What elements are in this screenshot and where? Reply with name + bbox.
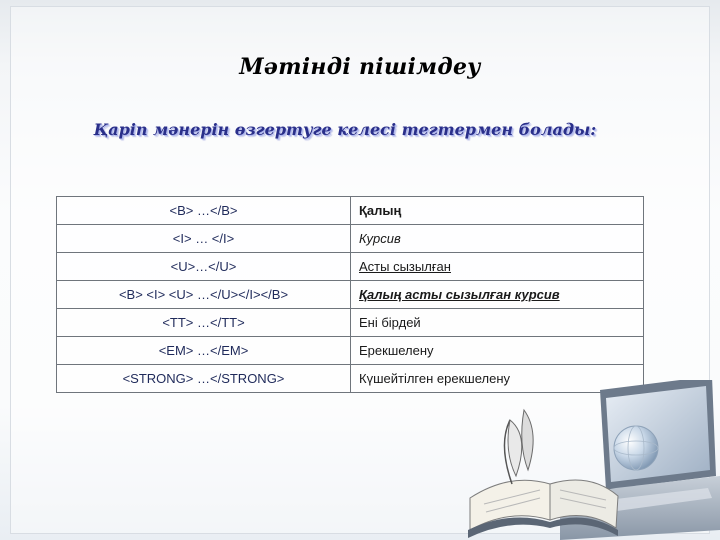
description-cell: Асты сызылған: [351, 253, 644, 281]
decorative-illustration: [440, 380, 720, 540]
tag-cell: <I> … </I>: [57, 225, 351, 253]
table-row: [57, 337, 644, 365]
globe-icon: [614, 426, 658, 470]
description-cell: Қалың: [351, 197, 644, 225]
description-cell: Ерекшелену: [351, 337, 644, 365]
tags-table: [56, 196, 644, 393]
table-row: [57, 281, 644, 309]
description-cell: Қалың асты сызылған курсив: [351, 281, 644, 309]
tag-cell: <B> …</B>: [57, 197, 351, 225]
quill-pen-icon: [504, 410, 533, 484]
slide-subtitle: Қаріп мәнерін өзгертуге келесі тегтермен болады:: [93, 120, 597, 139]
description-cell: Ені бірдей: [351, 309, 644, 337]
table-row: [57, 309, 644, 337]
description-cell: Күшейтілген ерекшелену: [351, 365, 644, 393]
tag-cell: <U>…</U>: [57, 253, 351, 281]
tag-cell: <TT> …</TT>: [57, 309, 351, 337]
table-row: [57, 225, 644, 253]
table-row: [57, 197, 644, 225]
table-row: [57, 253, 644, 281]
slide-title: Мәтінді пішімдеу: [239, 54, 481, 80]
tag-cell: <B> <I> <U> …</U></I></B>: [57, 281, 351, 309]
description-cell: Курсив: [351, 225, 644, 253]
tag-cell: <STRONG> …</STRONG>: [57, 365, 351, 393]
tag-cell: <EM> …</EM>: [57, 337, 351, 365]
